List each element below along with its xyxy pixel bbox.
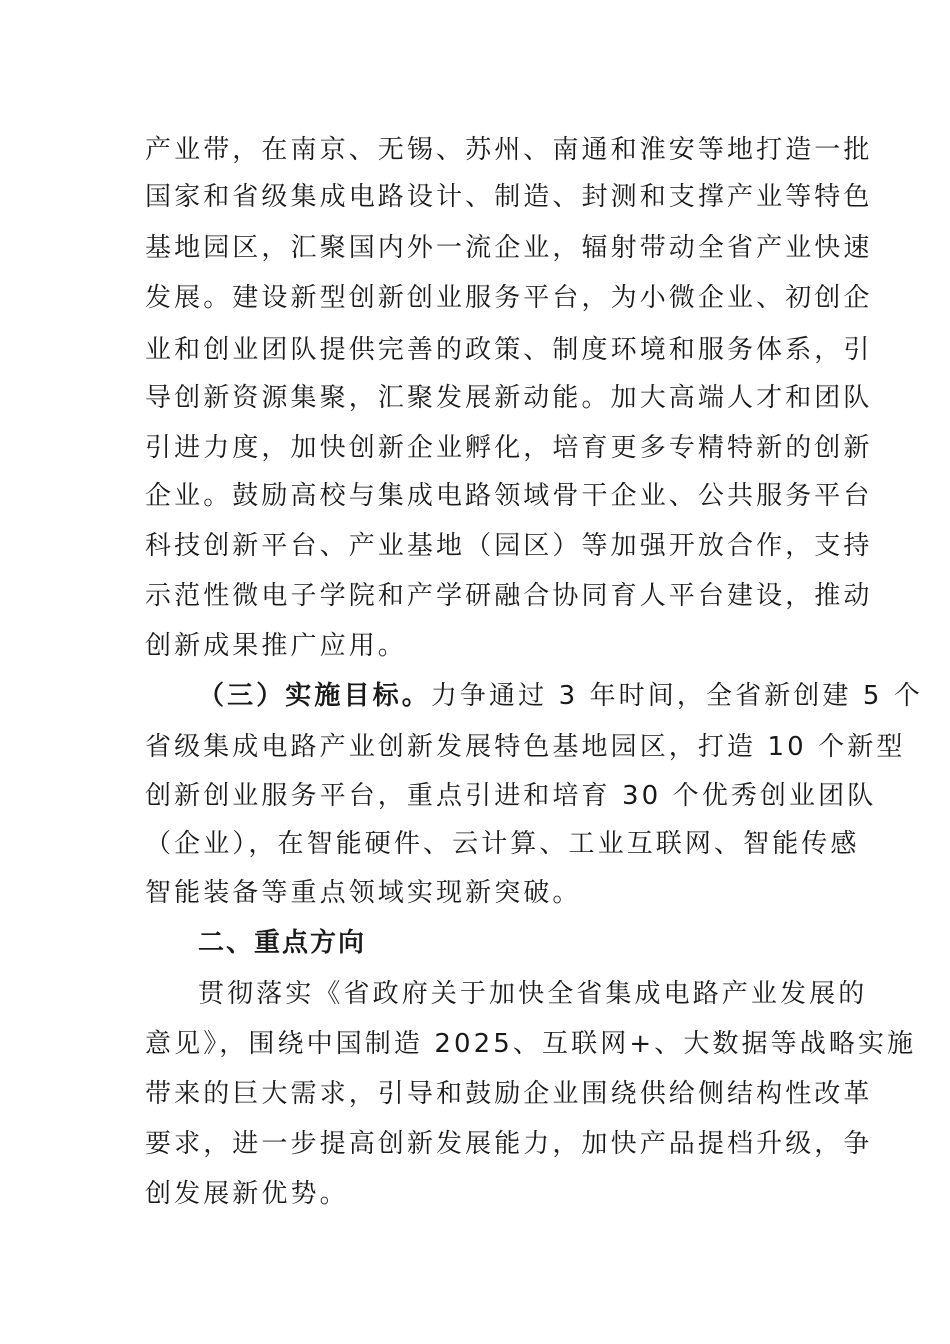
body-text-line: 基地园区，汇聚国内外一流企业，辐射带动全省产业快速 [145,233,873,263]
body-text-line: 要求，进一步提高创新发展能力，加快产品提档升级，争 [145,1129,873,1159]
body-text-line: 创新创业服务平台，重点引进和培育 30 个优秀创业团队 [145,781,877,811]
body-text-line: 带来的巨大需求，引导和鼓励企业围绕供给侧结构性改革 [145,1079,873,1109]
body-text-line: 示范性微电子学院和产学研融合协同育人平台建设，推动 [145,581,873,611]
body-text-line: 创新成果推广应用。 [145,631,407,661]
body-text-line: 业和创业团队提供完善的政策、制度环境和服务体系，引 [145,335,873,365]
body-text-line: 国家和省级集成电路设计、制造、封测和支撑产业等特色 [145,182,873,212]
body-text-line: 智能装备等重点领域实现新突破。 [145,878,582,908]
body-text-line: （企业），在智能硬件、云计算、工业互联网、智能传感 [145,829,860,859]
body-text-line: 导创新资源集聚，汇聚发展新动能。加大高端人才和团队 [145,383,873,413]
body-text-line: 企业。鼓励高校与集成电路领域骨干企业、公共服务平台 [145,481,873,511]
body-text-line: 发展。建设新型创新创业服务平台，为小微企业、初创企 [145,283,873,313]
body-text-line: 省级集成电路产业创新发展特色基地园区，打造 10 个新型 [145,732,906,762]
targets-first-line-text: 力争通过 3 年时间，全省新创建 5 个 [430,681,923,711]
body-text-line: 引进力度，加快创新企业孵化，培育更多专精特新的创新 [145,433,873,463]
targets-first-line [198,680,923,712]
body-text-line: 意见》，围绕中国制造 2025、互联网+、大数据等战略实施 [145,1029,917,1059]
body-text-line: 科技创新平台、产业基地（园区）等加强开放合作，支持 [145,531,873,561]
body-text-line: 产业带，在南京、无锡、苏州、南通和淮安等地打造一批 [145,135,873,165]
body-text-line: 贯彻落实《省政府关于加快全省集成电路产业发展的 [198,979,868,1009]
body-text-line: 创发展新优势。 [145,1179,349,1209]
section-heading: 二、重点方向 [198,928,367,958]
targets-lead-heading: （三）实施目标。 [198,681,431,711]
